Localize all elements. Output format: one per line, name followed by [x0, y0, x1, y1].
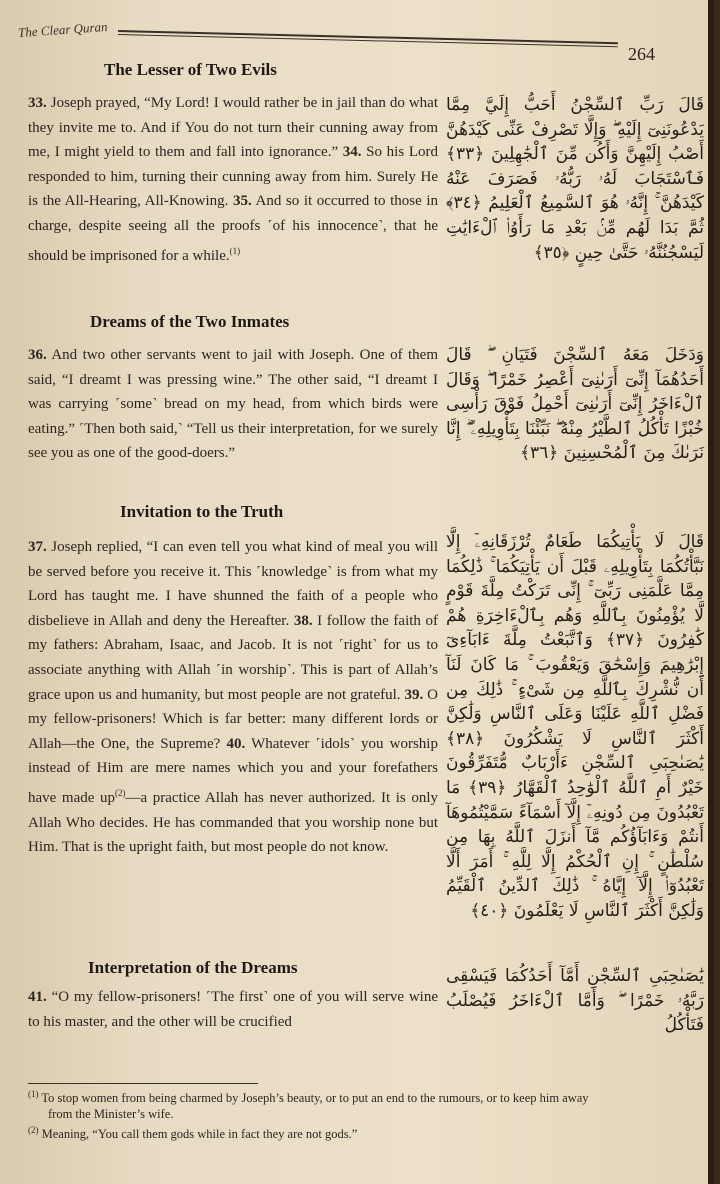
footnote-mark: (1) — [28, 1089, 39, 1099]
footnote-text: from the Minister’s wife. — [48, 1107, 174, 1121]
arabic-passage: وَدَخَلَ مَعَهُ ٱلسِّجْنَ فَتَيَانِ ۖ قَالَ أَحَدُهُمَآ إِنِّىٓ أَرَىٰنِىٓ أَعْصِرُ خَمْرًا ۖ وَقَالَ ٱلْءَاخَرُ إِنِّىٓ أَرَىٰنِىٓ أَحْمِلُ فَوْقَ رَأْسِى خُبْزًا تَأْكُلُ ٱلطَّيْرُ مِنْهُ ۖ نَبِّئْنَا بِتَأْوِيلِهِۦٓ ۖ إِنَّا نَرَىٰكَ مِنَ ٱلْمُحْسِنِينَ ﴿٣٦﴾ — [446, 345, 704, 464]
arabic-passage: يَٰصَىٰحِبَىِ ٱلسِّجْنِ أَمَّآ أَحَدُكُمَا فَيَسْقِى رَبَّهُۥ خَمْرًا ۖ وَأَمَّا ٱلْءَاخَرُ فَيُصْلَبُ فَتَأْكُلُ — [446, 966, 704, 1036]
footnote-mark: (2) — [28, 1125, 39, 1135]
footnote-text: To stop women from being charmed by Joseph’s beauty, or to put an end to the rumours, or to keep him away — [38, 1091, 589, 1106]
verse-number: 39. — [404, 686, 424, 703]
verse-number: 36. — [28, 347, 47, 363]
verse-number: 41. — [28, 989, 47, 1005]
english-passage — [28, 343, 438, 466]
english-passage — [28, 985, 438, 1034]
section-heading: Interpretation of the Dreams — [88, 958, 298, 977]
verse-number: 34. — [342, 144, 362, 161]
verse-text: Whatever ˹idols˺ you worship instead of Him are mere names which you and your forefathers have made up — [28, 735, 438, 806]
header-rule — [118, 30, 618, 47]
section-heading: The Lesser of Two Evils — [104, 60, 277, 79]
footnote — [28, 1125, 357, 1142]
section-heading: Invitation to the Truth — [120, 502, 284, 521]
verse-text: And so it occurred to those in charge, despite seeing all the proofs ˹of his innocence˺, that he should be imprisoned for a while. — [28, 193, 438, 264]
footnote-text: Meaning, “You call them gods while in fact they are not gods.” — [38, 1127, 358, 1142]
footnote-rule — [28, 1083, 258, 1084]
footnote-marker: (1) — [229, 245, 241, 256]
page-number: 264 — [628, 44, 655, 64]
verse-text: Joseph prayed, “My Lord! I would rather be in jail than do what they invite me to. And if You do not turn their cunning away from me, I might yield to them and fall into ignorance.” — [28, 95, 438, 161]
running-header-title: The Clear Quran — [17, 18, 108, 41]
section-heading: Dreams of the Two Inmates — [90, 312, 290, 331]
english-passage — [28, 535, 438, 860]
footnote-continued — [48, 1107, 173, 1122]
verse-text: And two other servants went to jail with Joseph. One of them said, “I dreamt I was pressing wine.” The other said, “I dreamt I was carrying ˹some˺ bread on my head, from which birds were eating.” ˹Then both said,˺ “Tell us their interpretation, for we surely see you as one of the good-doers.” — [28, 347, 438, 462]
verse-text: I follow the faith of my fathers: Abraham, Isaac, and Jacob. It is not ˹right˺ for us to associate anything with Allah ˹in worship˺. This is part of Allah’s grace upon us and humanity, but most people are not grateful. — [28, 612, 438, 703]
verse-text: O my fellow-prisoners! Which is far better: many different lords or Allah—the One, the Supreme? — [28, 686, 438, 752]
verse-number: 33. — [28, 95, 47, 111]
verse-number: 35. — [233, 193, 252, 210]
page-edge-shadow — [708, 0, 714, 1184]
verse-number: 37. — [28, 539, 47, 555]
verse-text: —a practice Allah has never authorized. It is only Allah Who decides. He has commanded that you worship none but Him. That is the upright faith, but most people do not know. — [28, 789, 438, 856]
verse-text: “O my fellow-prisoners! ˹The first˺ one of you will serve wine to his master, and the other will be crucified — [28, 989, 438, 1030]
english-passage — [28, 91, 438, 268]
footnote — [28, 1089, 589, 1106]
arabic-passage: قَالَ رَبِّ ٱلسِّجْنُ أَحَبُّ إِلَيَّ مِمَّا يَدْعُونَنِىٓ إِلَيْهِ ۖ وَإِلَّا تَصْرِفْ عَنِّى كَيْدَهُنَّ أَصْبُ إِلَيْهِنَّ وَأَكُن مِّنَ ٱلْجَٰهِلِينَ ﴿٣٣﴾ فَٱسْتَجَابَ لَهُۥ رَبُّهُۥ فَصَرَفَ عَنْهُ كَيْدَهُنَّ ۚ إِنَّهُۥ هُوَ ٱلسَّمِيعُ ٱلْعَلِيمُ ﴿٣٤﴾ ثُمَّ بَدَا لَهُم مِّنۢ بَعْدِ مَا رَأَوُا۟ ٱلْءَايَٰتِ لَيَسْجُنُنَّهُۥ حَتَّىٰ حِينٍ ﴿٣٥﴾ — [446, 95, 704, 263]
verse-number: 38. — [293, 612, 313, 629]
arabic-passage: قَالَ لَا يَأْتِيكُمَا طَعَامٌ تُرْزَقَانِهِۦٓ إِلَّا نَبَّأْتُكُمَا بِتَأْوِيلِهِۦ قَبْلَ أَن يَأْتِيَكُمَا ۚ ذَٰلِكُمَا مِمَّا عَلَّمَنِى رَبِّىٓ ۚ إِنِّى تَرَكْتُ مِلَّةَ قَوْمٍ لَّا يُؤْمِنُونَ بِٱللَّهِ وَهُم بِٱلْءَاخِرَةِ هُمْ كَٰفِرُونَ ﴿٣٧﴾ وَٱتَّبَعْتُ مِلَّةَ ءَابَآءِىٓ إِبْرَٰهِيمَ وَإِسْحَٰقَ وَيَعْقُوبَ ۚ مَا كَانَ لَنَآ أَن نُّشْرِكَ بِٱللَّهِ مِن شَىْءٍ ۚ ذَٰلِكَ مِن فَضْلِ ٱللَّهِ عَلَيْنَا وَعَلَى ٱلنَّاسِ وَلَٰكِنَّ أَكْثَرَ ٱلنَّاسِ لَا يَشْكُرُونَ ﴿٣٨﴾ يَٰصَىٰحِبَىِ ٱلسِّجْنِ ءَأَرْبَابٌ مُّتَفَرِّقُونَ خَيْرٌ أَمِ ٱللَّهُ ٱلْوَٰحِدُ ٱلْقَهَّارُ ﴿٣٩﴾ مَا تَعْبُدُونَ مِن دُونِهِۦٓ إِلَّآ أَسْمَآءً سَمَّيْتُمُوهَآ أَنتُمْ وَءَابَآؤُكُم مَّآ أَنزَلَ ٱللَّهُ بِهَا مِن سُلْطَٰنٍ ۚ إِنِ ٱلْحُكْمُ إِلَّا لِلَّهِ ۚ أَمَرَ أَلَّا تَعْبُدُوٓا۟ إِلَّآ إِيَّاهُ ۚ ذَٰلِكَ ٱلدِّينُ ٱلْقَيِّمُ وَلَٰكِنَّ أَكْثَرَ ٱلنَّاسِ لَا يَعْلَمُونَ ﴿٤٠﴾ — [446, 532, 704, 921]
verse-text: Joseph replied, “I can even tell you what kind of meal you will be served before you receive it. This ˹knowledge˺ is from what my Lord has taught me. I have shunned the faith of a people who disbelieve in Allah and deny the Hereafter. — [28, 539, 438, 629]
verse-number: 40. — [226, 735, 246, 752]
footnote-marker: (2) — [114, 787, 126, 798]
verse-text: So his Lord responded to him, turning their cunning away from him. Surely He is the All-Hearing, All-Knowing. — [28, 144, 438, 210]
